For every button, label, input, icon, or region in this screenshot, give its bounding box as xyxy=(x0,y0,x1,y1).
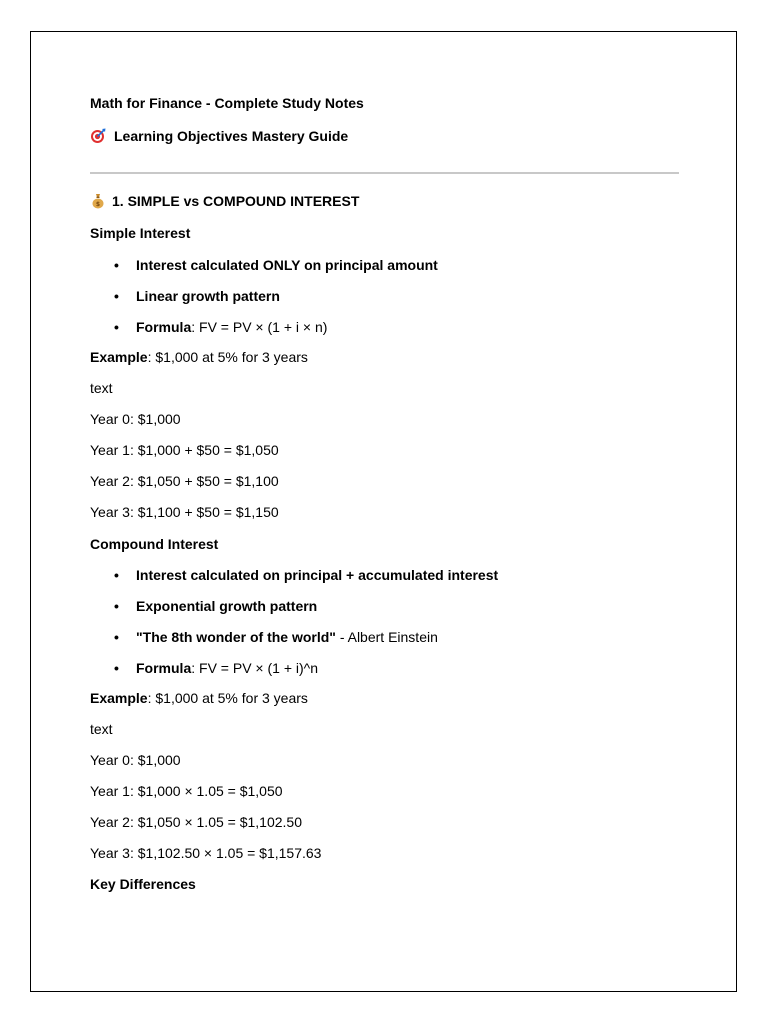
list-item-text: : FV = PV × (1 + i)^n xyxy=(191,660,319,676)
list-item-bold: Formula xyxy=(136,660,192,676)
bullet-dot: • xyxy=(114,319,119,335)
year-line: Year 2: $1,050 + $50 = $1,100 xyxy=(90,473,279,489)
svg-text:$: $ xyxy=(95,201,101,208)
target-icon xyxy=(90,128,106,144)
list-item xyxy=(114,256,438,274)
compound-interest-heading: Compound Interest xyxy=(90,536,219,552)
code-label: text xyxy=(90,380,113,396)
compound-example xyxy=(90,689,308,707)
simple-example xyxy=(90,348,308,366)
section-heading: 1. SIMPLE vs COMPOUND INTEREST xyxy=(112,193,360,209)
year-line: Year 0: $1,000 xyxy=(90,752,181,768)
subtitle-line xyxy=(90,127,348,145)
list-item-text: : FV = PV × (1 + i × n) xyxy=(191,319,328,335)
year-line: Year 3: $1,102.50 × 1.05 = $1,157.63 xyxy=(90,845,322,861)
key-differences-heading: Key Differences xyxy=(90,876,196,892)
list-item-bold: Interest calculated ONLY on principal amount xyxy=(136,257,438,273)
year-line: Year 2: $1,050 × 1.05 = $1,102.50 xyxy=(90,814,303,830)
list-item xyxy=(114,628,438,646)
code-label: text xyxy=(90,721,113,737)
list-item-bold: Linear growth pattern xyxy=(136,288,280,304)
bullet-dot: • xyxy=(114,567,119,583)
list-item-bold: Exponential growth pattern xyxy=(136,598,318,614)
simple-interest-heading: Simple Interest xyxy=(90,225,191,241)
list-item xyxy=(114,659,318,677)
example-text: : $1,000 at 5% for 3 years xyxy=(147,349,308,365)
year-line: Year 3: $1,100 + $50 = $1,150 xyxy=(90,504,279,520)
horizontal-divider xyxy=(90,172,679,174)
list-item xyxy=(114,566,498,584)
document-subtitle: Learning Objectives Mastery Guide xyxy=(114,128,349,144)
list-item xyxy=(114,597,317,615)
example-label: Example xyxy=(90,690,148,706)
year-line: Year 0: $1,000 xyxy=(90,411,181,427)
list-item-bold: "The 8th wonder of the world" xyxy=(136,629,336,645)
bullet-dot: • xyxy=(114,660,119,676)
money-bag-icon xyxy=(90,193,106,209)
document-title: Math for Finance - Complete Study Notes xyxy=(90,95,364,111)
example-label: Example xyxy=(90,349,148,365)
bullet-dot: • xyxy=(114,598,119,614)
bullet-dot: • xyxy=(114,257,119,273)
list-item-text: - Albert Einstein xyxy=(335,629,438,645)
bullet-dot: • xyxy=(114,629,119,645)
list-item-bold: Formula xyxy=(136,319,192,335)
list-item xyxy=(114,287,280,305)
year-line: Year 1: $1,000 × 1.05 = $1,050 xyxy=(90,783,283,799)
section-heading-line xyxy=(90,192,359,210)
year-line: Year 1: $1,000 + $50 = $1,050 xyxy=(90,442,279,458)
list-item-bold: Interest calculated on principal + accumulated interest xyxy=(136,567,499,583)
list-item xyxy=(114,318,327,336)
example-text: : $1,000 at 5% for 3 years xyxy=(147,690,308,706)
bullet-dot: • xyxy=(114,288,119,304)
